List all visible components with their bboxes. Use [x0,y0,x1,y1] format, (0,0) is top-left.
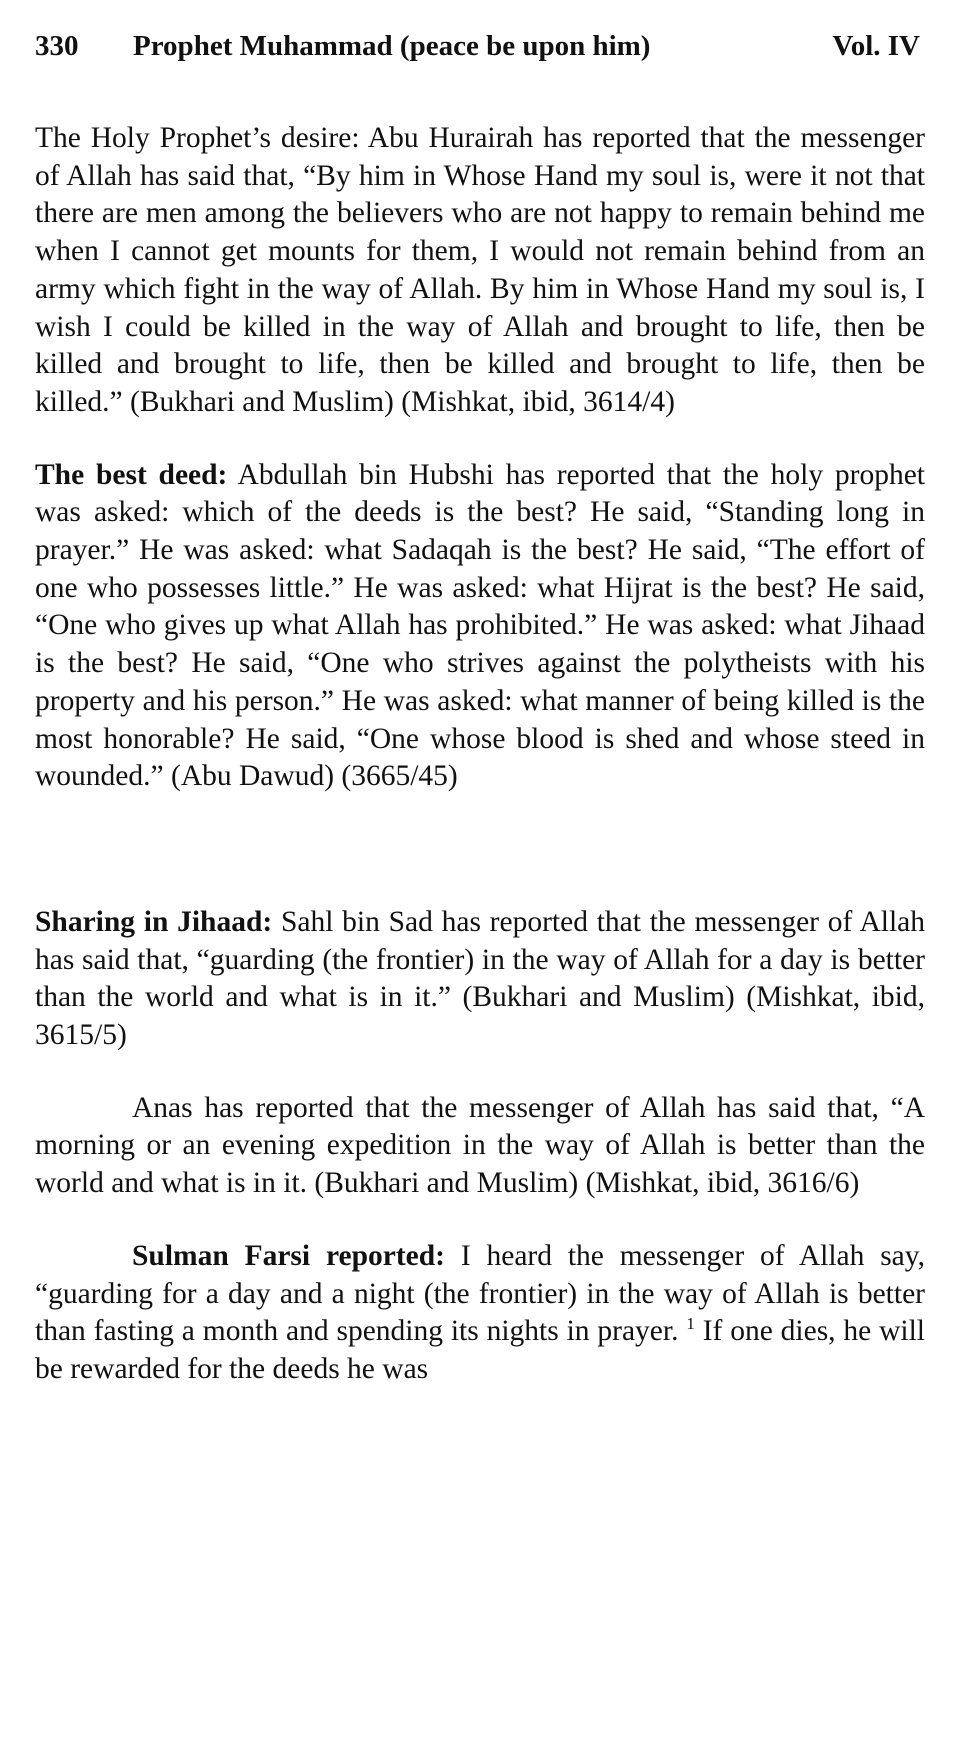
running-title: Prophet Muhammad (peace be upon him) [133,30,651,62]
document-page [35,24,925,1389]
paragraph-text: Sahl bin Sad has reported that the messenger of Allah has said that, “guarding (the frontier) in the way of Allah for a day is better than the world and what is in it.” (Bukhari and Muslim) (Mishkat, ibid, 3615/5) [35,905,925,1052]
page-header [35,24,925,68]
paragraph-sharing-in-jihaad [35,904,925,1055]
paragraph-best-deed [35,457,925,796]
paragraph-text-continued: If one dies, he will be rewarded for the deeds he was [35,1315,926,1385]
paragraph-heading: The best deed: [35,458,228,491]
volume-label: Vol. IV [832,30,920,62]
paragraph-text: Abdullah bin Hubshi has reported that the holy prophet was asked: which of the deeds is the best? He said, “Standing long in prayer.” He was asked: what Sadaqah is the best? He said, “The effort of one who possesses little.” He was asked: what Hijrat is the best? He said, “One who gives up what Allah has prohibited.” He was asked: what Jihaad is the best? He said, “One who strives against the polytheists with his property and his person.” He was asked: what manner of being killed is the most honorable? He said, “One whose blood is shed and whose steed in wounded.” (Abu Dawud) (3665/45) [35,458,925,793]
paragraph-prophets-desire [35,120,925,422]
paragraph-text: I heard the messenger of Allah say, “guarding for a day and a night (the frontier) in the way of Allah is better than fasting a month and spending its nights in prayer. [35,1239,925,1348]
paragraph-sulman-farsi [35,1238,925,1389]
paragraph-heading: Sulman Farsi reported: [132,1239,445,1272]
paragraph-heading: Sharing in Jihaad: [35,905,273,938]
page-number: 330 [35,30,79,62]
paragraph-anas-report [35,1090,925,1203]
paragraph-text: Anas has reported that the messenger of Allah has said that, “A morning or an evening expedition in the way of Allah is better than the world and what is in it. (Bukhari and Muslim) (Mishkat, ibid, 3616/6) [35,1091,925,1200]
footnote-reference: 1 [686,1314,695,1334]
paragraph-text: The Holy Prophet’s desire: Abu Hurairah has reported that the messenger of Allah has said that, “By him in Whose Hand my soul is, were it not that there are men among the believers who are not happy to remain behind me when I cannot get mounts for them, I would not remain behind from an army which fight in the way of Allah. By him in Whose Hand my soul is, I wish I could be killed in the way of Allah and brought to life, then be killed and brought to life, then be killed and brought to life, then be killed.” (Bukhari and Muslim) (Mishkat, ibid, 3614/4) [35,122,925,418]
